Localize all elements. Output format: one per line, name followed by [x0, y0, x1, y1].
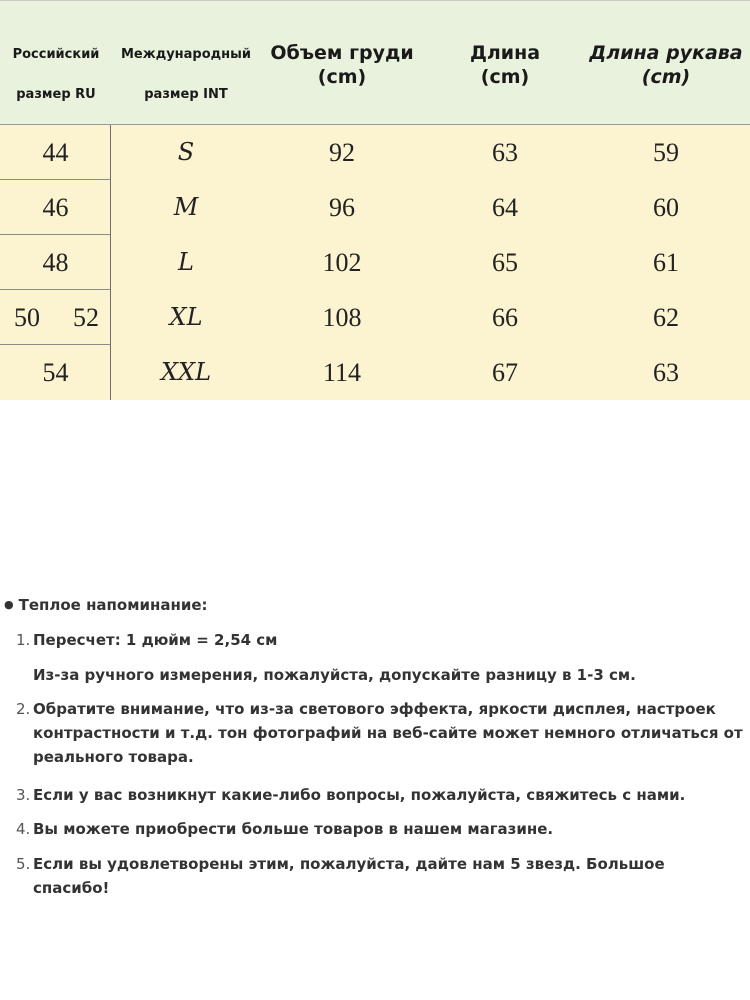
- header-ru-size: Российский размер RU: [12, 47, 100, 102]
- ru-size-value: 54: [42, 358, 69, 387]
- sleeve-value: 61: [653, 248, 679, 277]
- length-value: 67: [492, 358, 518, 387]
- list-text: Если вы удовлетворены этим, пожалуйста, дайте нам 5 звезд. Большое спасибо!: [33, 855, 665, 897]
- chest-value: 92: [329, 138, 355, 167]
- chest-value: 108: [322, 303, 362, 332]
- ru-size-value: 50: [14, 303, 40, 332]
- table-row: [0, 290, 750, 345]
- list-text: Вы можете приобрести больше товаров в нашем магазине.: [33, 820, 554, 838]
- sleeve-value: 62: [653, 303, 679, 332]
- ru-size-value: 46: [42, 193, 69, 222]
- table-row: [0, 125, 750, 180]
- length-value: 65: [492, 248, 518, 277]
- list-number: 1.: [16, 631, 31, 649]
- list-number: 3.: [16, 786, 31, 804]
- list-number: 4.: [16, 820, 31, 838]
- chest-value: 102: [322, 248, 362, 277]
- header-int-size: Международный размер INT: [121, 47, 251, 102]
- length-value: 64: [492, 193, 518, 222]
- chest-value: 96: [329, 193, 355, 222]
- sleeve-value: 63: [653, 358, 679, 387]
- int-size-value: S: [177, 138, 195, 166]
- header-length: Длина (cm): [469, 42, 541, 88]
- ru-size-value: 48: [42, 248, 69, 277]
- int-size-value: XXL: [160, 358, 212, 386]
- ru-size-value: 52: [73, 303, 99, 332]
- list-text: Пересчет: 1 дюйм = 2,54 см: [33, 631, 278, 649]
- header-sleeve-length: Длина рукава (cm): [589, 42, 743, 88]
- table-body: [0, 125, 750, 400]
- list-text: Если у вас возникнут какие-либо вопросы, пожалуйста, свяжитесь с нами.: [33, 786, 686, 804]
- table-row: [0, 235, 750, 290]
- table-header: [0, 0, 750, 125]
- chest-value: 114: [322, 358, 362, 387]
- list-number: 5.: [16, 855, 31, 873]
- length-value: 63: [492, 138, 518, 167]
- int-size-value: L: [178, 248, 194, 276]
- ru-size-value: 44: [42, 138, 69, 167]
- int-size-value: XL: [169, 303, 203, 331]
- table-row: [0, 345, 750, 400]
- header-chest: Объем груди (cm): [270, 42, 414, 88]
- reminder-title: ● Теплое напоминание:: [4, 596, 208, 614]
- list-number: 2.: [16, 700, 31, 718]
- list-note: Из-за ручного измерения, пожалуйста, допускайте разницу в 1-3 см.: [33, 666, 636, 684]
- table-row: [0, 180, 750, 235]
- length-value: 66: [492, 303, 518, 332]
- list-text: Обратите внимание, что из-за светового эффекта, яркости дисплея, настроек контрастности и т.д. тон фотографий на веб-сайте может немного отличаться от реального товара.: [33, 700, 743, 766]
- bullet-icon: ●: [4, 598, 14, 611]
- sleeve-value: 60: [653, 193, 679, 222]
- sleeve-value: 59: [653, 138, 679, 167]
- int-size-value: M: [173, 193, 199, 221]
